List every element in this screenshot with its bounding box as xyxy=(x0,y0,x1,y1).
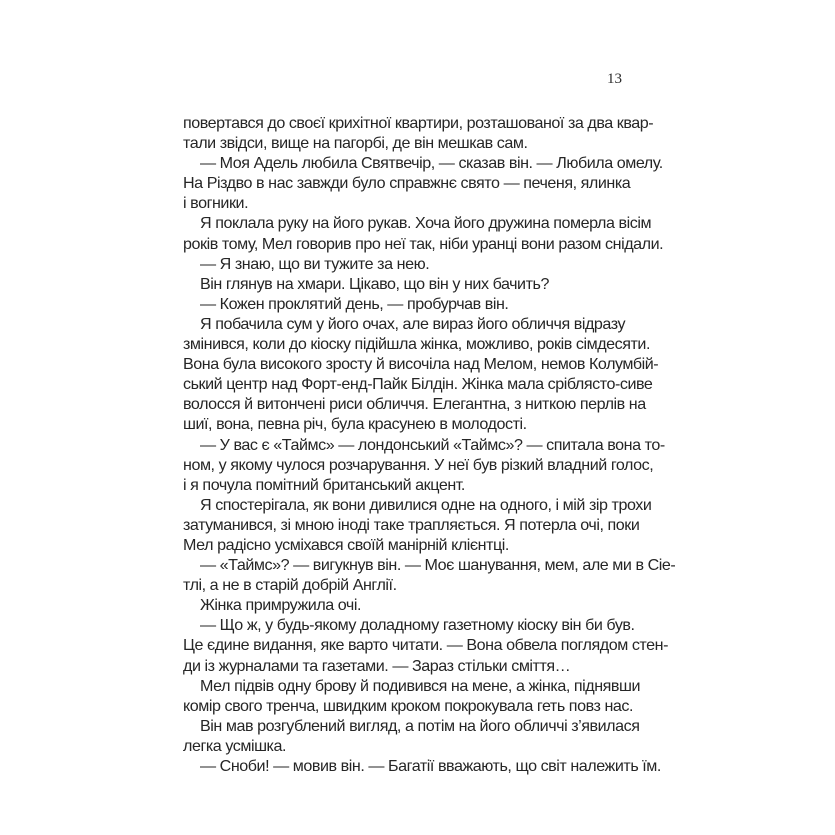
text-line: тали звідси, вище на пагорбі, де він мешкав сам. xyxy=(183,134,528,153)
text-line: Вона була високого зросту й височіла над Мелом, немов Колумбій- xyxy=(183,355,659,374)
text-line: тлі, а не в старій добрій Англії. xyxy=(183,576,397,595)
text-line: На Різдво в нас завжди було справжнє свято — печеня, ялинка xyxy=(183,174,631,193)
text-line: Він мав розгублений вигляд, а потім на його обличчі з’явилася xyxy=(200,716,640,735)
text-line: легка усмішка. xyxy=(183,736,287,755)
text-line: і вогники. xyxy=(183,194,249,213)
text-line: — «Таймс»? — вигукнув він. — Моє шанування, мем, але ми в Сіе- xyxy=(200,556,676,575)
text-line: змінився, коли до кіоску підійшла жінка, можливо, років сімдесяти. xyxy=(183,335,650,354)
text-line: комір свого тренча, швидким кроком покрокувала геть повз нас. xyxy=(183,696,633,715)
text-line: — У вас є «Таймс» — лондонський «Таймс»? — спитала вона то- xyxy=(200,435,665,454)
text-line: Мел радісно усміхався своїй манірній клієнтці. xyxy=(183,535,509,554)
text-line: — Сноби! — мовив він. — Багатії вважають, що світ належить їм. xyxy=(200,757,661,775)
text-line: — Моя Адель любила Святвечір, — сказав він. — Любила омелу. xyxy=(200,154,663,173)
text-line: Я спостерігала, як вони дивилися одне на одного, і мій зір трохи xyxy=(200,495,652,514)
page-number: 13 xyxy=(607,71,622,87)
text-line: Він глянув на хмари. Цікаво, що він у них бачить? xyxy=(200,274,549,293)
text-line: ном, у якому чулося розчарування. У неї був різкий владний голос, xyxy=(183,455,654,474)
text-line: Жінка примружила очі. xyxy=(200,596,362,615)
text-line: волосся й витончені риси обличчя. Елегантна, з ниткою перлів на xyxy=(183,395,646,414)
text-line: повертався до своєї крихітної квартири, розташованої за два квар- xyxy=(183,114,654,132)
text-line: — Кожен проклятий день, — пробурчав він. xyxy=(200,294,509,313)
text-line: Я поклала руку на його рукав. Хоча його дружина померла вісім xyxy=(200,214,652,233)
text-line: — Я знаю, що ви тужите за нею. xyxy=(200,254,430,273)
text-line: шиї, вона, певна річ, була красунею в молодості. xyxy=(183,415,527,434)
text-line: ди із журналами та газетами. — Зараз стільки сміття… xyxy=(183,656,571,675)
text-line: затуманився, зі мною іноді таке трапляється. Я потерла очі, поки xyxy=(183,515,640,534)
text-line: і я почула помітний британський акцент. xyxy=(183,475,465,494)
text-line: Я побачила сум у його очах, але вираз його обличчя відразу xyxy=(200,314,626,333)
text-line: ський центр над Форт-енд-Пайк Білдін. Жінка мала сріблясто-сиве xyxy=(183,375,653,394)
body-text xyxy=(183,113,676,776)
text-line: Мел підвів одну брову й подивився на мене, а жінка, піднявши xyxy=(200,676,640,695)
text-line: років тому, Мел говорив про неї так, ніби уранці вони разом снідали. xyxy=(183,234,664,253)
text-line: Це єдине видання, яке варто читати. — Вона обвела поглядом стен- xyxy=(183,636,669,655)
text-line: — Що ж, у будь-якому доладному газетному кіоску він би був. xyxy=(200,616,635,635)
